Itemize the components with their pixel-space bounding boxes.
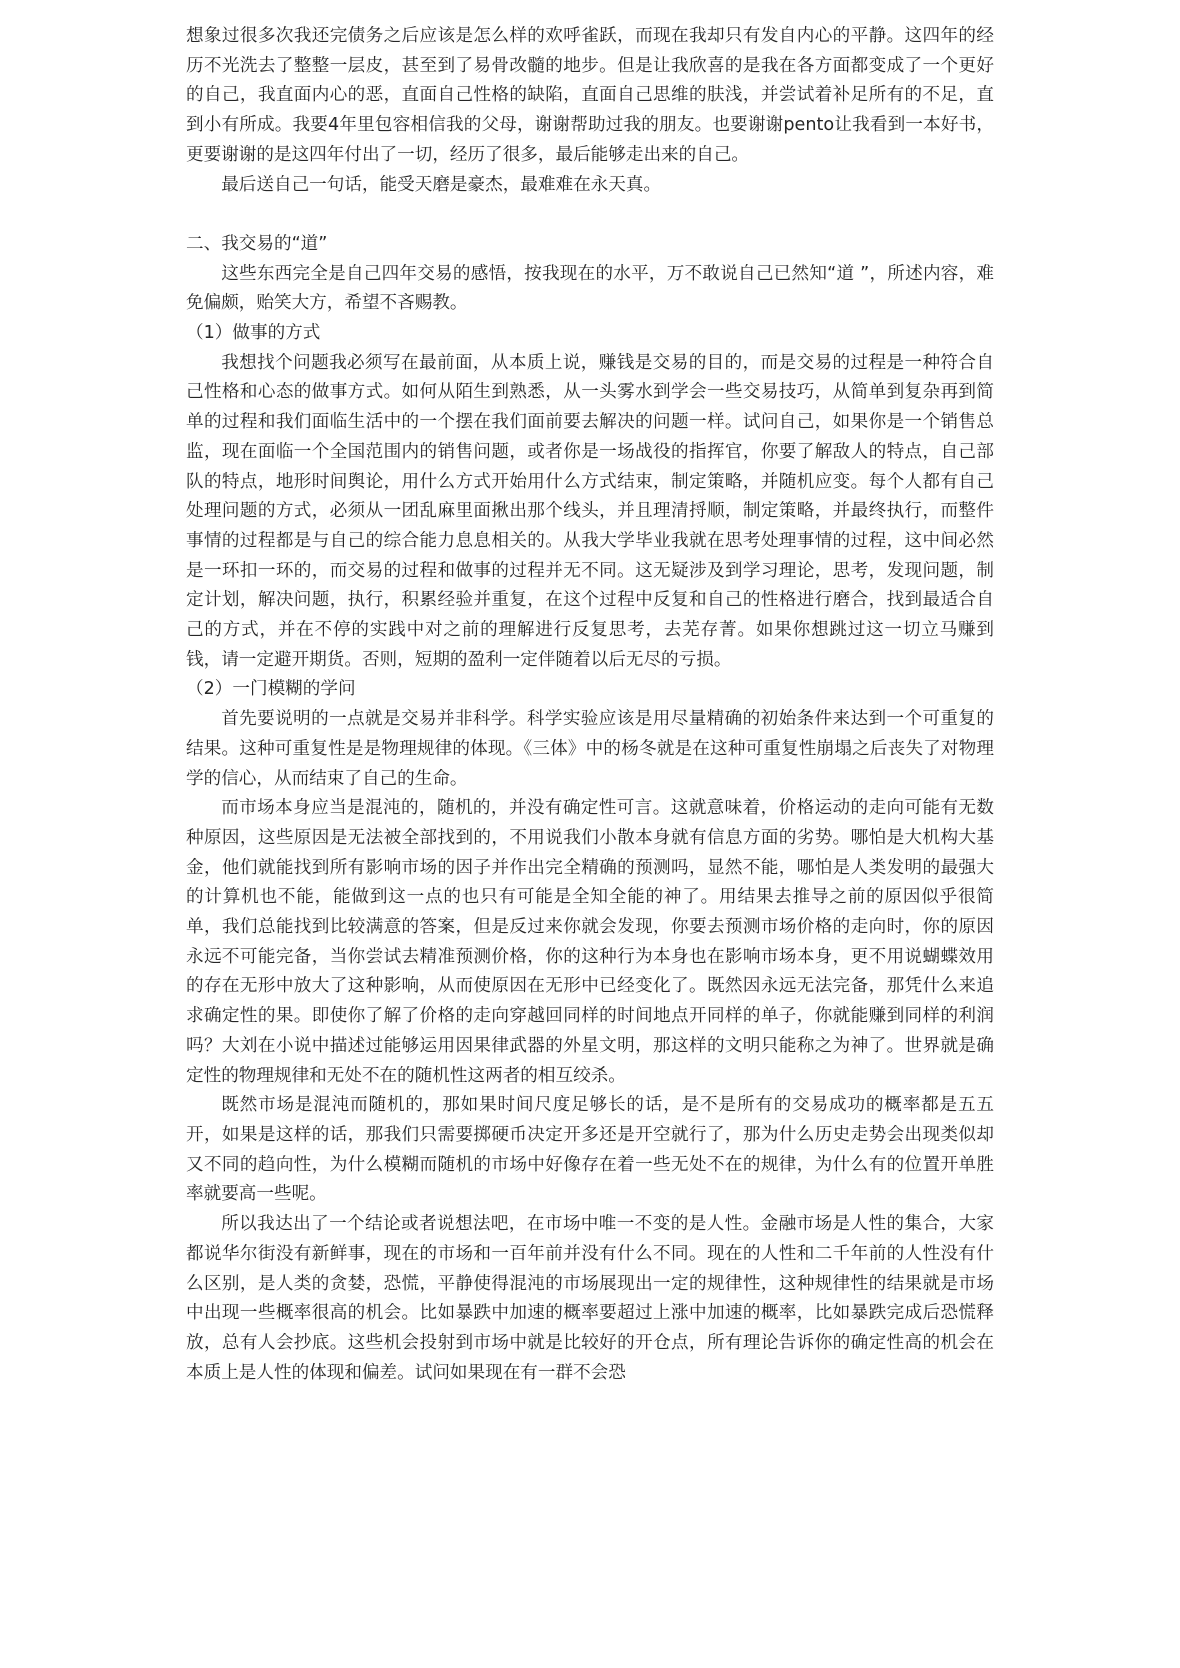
section-2-heading: 二、我交易的“道” (186, 233, 328, 254)
subsection-2-paragraph-1: 首先要说明的一点就是交易并非科学。科学实验应该是用尽量精确的初始条件来达到一个可重复的结果。这种可重复性是是物理规律的体现。《三体》中的杨冬就是在这种可重复性崩塌之后丧失了对物理学的信心，从而结束了自己的生命。 (186, 709, 994, 789)
subsection-1-paragraph-1: 我想找个问题我必须写在最前面，从本质上说，赚钱是交易的目的，而是交易的过程是一种符合自己性格和心态的做事方式。如何从陌生到熟悉，从一头雾水到学会一些交易技巧，从简单到复杂再到简单的过程和我们面临生活中的一个摆在我们面前要去解决的问题一样。试问自己，如果你是一个销售总监，现在面临一个全国范围内的销售问题，或者你是一场战役的指挥官，你要了解敌人的特点，自己部队的特点，地形时间舆论，用什么方式开始用什么方式结束，制定策略，并随机应变。每个人都有自己处理问题的方式，必须从一团乱麻里面揪出那个线头，并且理清捋顺，制定策略，并最终执行，而整件事情的过程都是与自己的综合能力息息相关的。从我大学毕业我就在思考处理事情的过程，这中间必然是一环扣一环的，而交易的过程和做事的过程并无不同。这无疑涉及到学习理论，思考，发现问题，制定计划，解决问题，执行，积累经验并重复，在这个过程中反复和自己的性格进行磨合，找到最适合自己的方式，并在不停的实践中对之前的理解进行反复思考，去芜存菁。如果你想跳过这一切立马赚到钱，请一定避开期货。否则，短期的盈利一定伴随着以后无尽的亏损。 (186, 352, 994, 670)
document-body (186, 22, 994, 1388)
subsection-2-paragraph-3: 既然市场是混沌而随机的，那如果时间尺度足够长的话，是不是所有的交易成功的概率都是五五开，如果是这样的话，那我们只需要掷硬币决定开多还是开空就行了，那为什么历史走势会出现类似却又不同的趋向性，为什么模糊而随机的市场中好像存在着一些无处不在的规律，为什么有的位置开单胜率就要高一些呢。 (186, 1095, 994, 1205)
opening-paragraph-1: 想象过很多次我还完债务之后应该是怎么样的欢呼雀跃，而现在我却只有发自内心的平静。这四年的经历不光洗去了整整一层皮，甚至到了易骨改髓的地步。但是让我欣喜的是我在各方面都变成了一个更好的自己，我直面内心的恶，直面自己性格的缺陷，直面自己思维的肤浅，并尝试着补足所有的不足，直到小有所成。我要4年里包容相信我的父母，谢谢帮助过我的朋友。也要谢谢pento让我看到一本好书，更要谢谢的是这四年付出了一切，经历了很多，最后能够走出来的自己。 (186, 26, 994, 165)
subsection-2-paragraph-4: 所以我达出了一个结论或者说想法吧，在市场中唯一不变的是人性。金融市场是人性的集合，大家都说华尔街没有新鲜事，现在的市场和一百年前并没有什么不同。现在的人性和二千年前的人性没有什么区别，是人类的贪婪，恐慌，平静使得混沌的市场展现出一定的规律性，这种规律性的结果就是市场中出现一些概率很高的机会。比如暴跌中加速的概率要超过上涨中加速的概率，比如暴跌完成后恐慌释放，总有人会抄底。这些机会投射到市场中就是比较好的开仓点，所有理论告诉你的确定性高的机会在本质上是人性的体现和偏差。试问如果现在有一群不会恐 (186, 1214, 994, 1383)
paragraph-spacer (186, 200, 994, 230)
subsection-1-heading: （1）做事的方式 (186, 323, 321, 344)
section-2-intro: 这些东西完全是自己四年交易的感悟，按我现在的水平，万不敢说自己已然知“道 ”，所述内容，难免偏颇，贻笑大方，希望不吝赐教。 (186, 263, 994, 314)
subsection-2-heading: （2）一门模糊的学问 (186, 679, 356, 700)
opening-paragraph-2: 最后送自己一句话，能受天磨是豪杰，最难难在永天真。 (221, 174, 662, 195)
subsection-2-paragraph-2: 而市场本身应当是混沌的，随机的，并没有确定性可言。这就意味着，价格运动的走向可能有无数种原因，这些原因是无法被全部找到的，不用说我们小散本身就有信息方面的劣势。哪怕是大机构大基金，他们就能找到所有影响市场的因子并作出完全精确的预测吗，显然不能，哪怕是人类发明的最强大的计算机也不能，能做到这一点的也只有可能是全知全能的神了。用结果去推导之前的原因似乎很简单，我们总能找到比较满意的答案，但是反过来你就会发现，你要去预测市场价格的走向时，你的原因永远不可能完备，当你尝试去精准预测价格，你的这种行为本身也在影响市场本身，更不用说蝴蝶效用的存在无形中放大了这种影响，从而使原因在无形中已经变化了。既然因永远无法完备，那凭什么来追求确定性的果。即使你了解了价格的走向穿越回同样的时间地点开同样的单子，你就能赚到同样的利润吗？大刘在小说中描述过能够运用因果律武器的外星文明，那这样的文明只能称之为神了。世界就是确定性的物理规律和无处不在的随机性这两者的相互绞杀。 (186, 798, 994, 1086)
